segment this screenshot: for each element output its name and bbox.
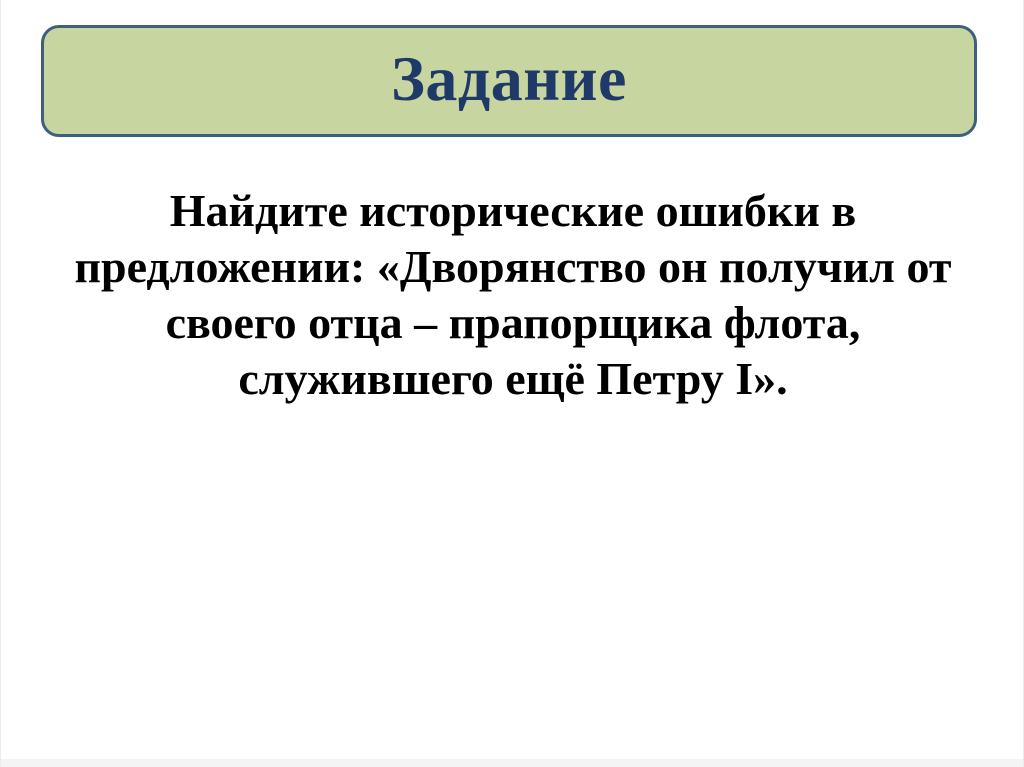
task-text-line: своего отца – прапорщика флота, — [165, 297, 861, 348]
task-text-block — [61, 183, 965, 407]
task-text-line: служившего ещё Петру I». — [238, 353, 788, 404]
task-text-line: предложении: «Дворянство он получил от — [74, 241, 952, 292]
slide-bottom-edge — [1, 759, 1023, 767]
slide-title-box — [41, 25, 977, 137]
task-text-line: Найдите исторические ошибки в — [169, 185, 857, 236]
slide-title: Задание — [391, 43, 627, 114]
